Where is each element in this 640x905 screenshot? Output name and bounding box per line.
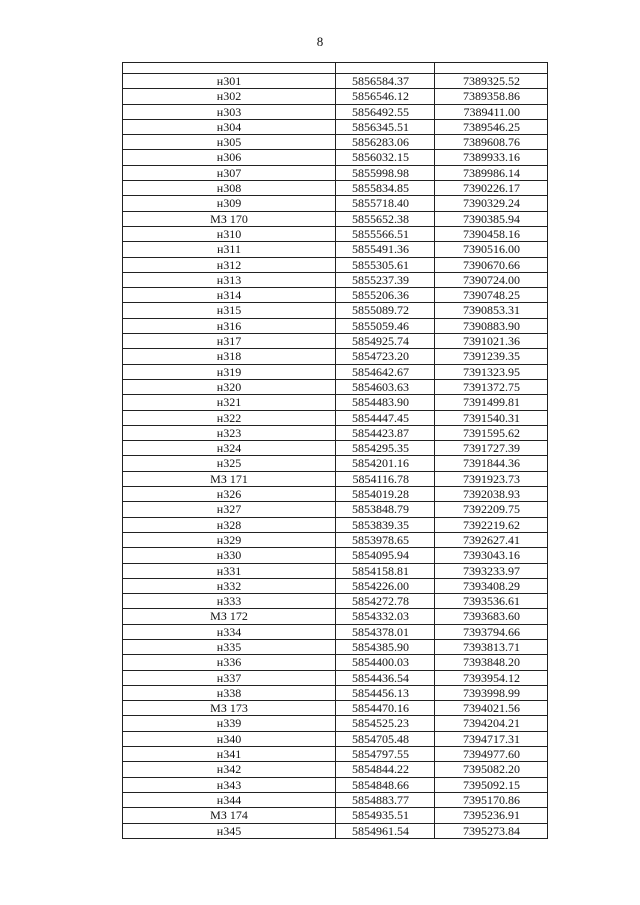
y-coordinate-cell: 7391595.62: [435, 425, 548, 440]
y-coordinate-cell: 7390748.25: [435, 288, 548, 303]
table-row: [123, 731, 548, 746]
y-coordinate-cell: 7390853.31: [435, 303, 548, 318]
table-row: [123, 563, 548, 578]
coordinates-table-body: [123, 63, 548, 839]
table-row: [123, 502, 548, 517]
y-coordinate-cell: 7390724.00: [435, 272, 548, 287]
table-row: [123, 578, 548, 593]
x-coordinate-cell: 5854436.54: [336, 670, 435, 685]
table-row: [123, 517, 548, 532]
table-row: [123, 74, 548, 89]
point-name-cell: н340: [123, 731, 336, 746]
x-coordinate-cell: 5854483.90: [336, 395, 435, 410]
x-coordinate-cell: 5854378.01: [336, 624, 435, 639]
y-coordinate-cell: 7389608.76: [435, 135, 548, 150]
point-name-cell: н332: [123, 578, 336, 593]
table-row: [123, 532, 548, 547]
x-coordinate-cell: 5855305.61: [336, 257, 435, 272]
x-coordinate-cell: 5854525.23: [336, 716, 435, 731]
x-coordinate-cell: 5853848.79: [336, 502, 435, 517]
x-coordinate-cell: 5855652.38: [336, 211, 435, 226]
y-coordinate-cell: 7393233.97: [435, 563, 548, 578]
y-coordinate-cell: 7394717.31: [435, 731, 548, 746]
point-name-cell: н329: [123, 532, 336, 547]
y-coordinate-cell: 7392038.93: [435, 487, 548, 502]
y-coordinate-cell: 7389325.52: [435, 74, 548, 89]
y-coordinate-cell: 7393683.60: [435, 609, 548, 624]
table-row: [123, 487, 548, 502]
y-coordinate-cell: 7394204.21: [435, 716, 548, 731]
point-name-cell: н328: [123, 517, 336, 532]
table-row: [123, 594, 548, 609]
table-row: [123, 747, 548, 762]
x-coordinate-cell: 5854844.22: [336, 762, 435, 777]
x-coordinate-cell: 5854848.66: [336, 777, 435, 792]
x-coordinate-cell: 5854456.13: [336, 685, 435, 700]
x-coordinate-cell: 5854201.16: [336, 456, 435, 471]
y-coordinate-cell: 7390458.16: [435, 226, 548, 241]
point-name-cell: МЗ 173: [123, 701, 336, 716]
table-header-empty-row: [123, 63, 548, 74]
x-coordinate-cell: 5853839.35: [336, 517, 435, 532]
x-coordinate-cell: 5854423.87: [336, 425, 435, 440]
point-name-cell: н324: [123, 441, 336, 456]
table-row: [123, 655, 548, 670]
point-name-cell: МЗ 174: [123, 808, 336, 823]
point-name-cell: н307: [123, 165, 336, 180]
y-coordinate-cell: 7390329.24: [435, 196, 548, 211]
point-name-cell: н313: [123, 272, 336, 287]
table-row: [123, 104, 548, 119]
y-coordinate-cell: 7391323.95: [435, 364, 548, 379]
y-coordinate-cell: 7391239.35: [435, 349, 548, 364]
table-row: [123, 548, 548, 563]
table-row: [123, 150, 548, 165]
empty-cell: [435, 63, 548, 74]
y-coordinate-cell: 7393536.61: [435, 594, 548, 609]
y-coordinate-cell: 7389358.86: [435, 89, 548, 104]
table-row: [123, 165, 548, 180]
point-name-cell: МЗ 172: [123, 609, 336, 624]
y-coordinate-cell: 7389546.25: [435, 119, 548, 134]
table-row: [123, 334, 548, 349]
y-coordinate-cell: 7389986.14: [435, 165, 548, 180]
point-name-cell: МЗ 171: [123, 471, 336, 486]
y-coordinate-cell: 7390883.90: [435, 318, 548, 333]
y-coordinate-cell: 7392627.41: [435, 532, 548, 547]
x-coordinate-cell: 5854158.81: [336, 563, 435, 578]
point-name-cell: н337: [123, 670, 336, 685]
point-name-cell: н308: [123, 181, 336, 196]
y-coordinate-cell: 7390226.17: [435, 181, 548, 196]
point-name-cell: н321: [123, 395, 336, 410]
table-row: [123, 639, 548, 654]
table-row: [123, 364, 548, 379]
point-name-cell: н330: [123, 548, 336, 563]
point-name-cell: н327: [123, 502, 336, 517]
x-coordinate-cell: 5855237.39: [336, 272, 435, 287]
table-row: [123, 181, 548, 196]
point-name-cell: н311: [123, 242, 336, 257]
table-row: [123, 242, 548, 257]
y-coordinate-cell: 7391727.39: [435, 441, 548, 456]
x-coordinate-cell: 5855059.46: [336, 318, 435, 333]
y-coordinate-cell: 7393794.66: [435, 624, 548, 639]
point-name-cell: н302: [123, 89, 336, 104]
point-name-cell: н320: [123, 379, 336, 394]
table-row: [123, 395, 548, 410]
point-name-cell: н319: [123, 364, 336, 379]
x-coordinate-cell: 5854723.20: [336, 349, 435, 364]
x-coordinate-cell: 5856492.55: [336, 104, 435, 119]
y-coordinate-cell: 7390516.00: [435, 242, 548, 257]
table-row: [123, 701, 548, 716]
table-row: [123, 288, 548, 303]
empty-cell: [123, 63, 336, 74]
point-name-cell: н334: [123, 624, 336, 639]
point-name-cell: МЗ 170: [123, 211, 336, 226]
point-name-cell: н317: [123, 334, 336, 349]
point-name-cell: н316: [123, 318, 336, 333]
table-row: [123, 823, 548, 838]
y-coordinate-cell: 7390385.94: [435, 211, 548, 226]
y-coordinate-cell: 7394021.56: [435, 701, 548, 716]
x-coordinate-cell: 5855834.85: [336, 181, 435, 196]
y-coordinate-cell: 7390670.66: [435, 257, 548, 272]
y-coordinate-cell: 7395273.84: [435, 823, 548, 838]
table-row: [123, 808, 548, 823]
y-coordinate-cell: 7392219.62: [435, 517, 548, 532]
point-name-cell: н336: [123, 655, 336, 670]
table-row: [123, 425, 548, 440]
x-coordinate-cell: 5855718.40: [336, 196, 435, 211]
x-coordinate-cell: 5855998.98: [336, 165, 435, 180]
table-row: [123, 89, 548, 104]
x-coordinate-cell: 5854332.03: [336, 609, 435, 624]
table-row: [123, 119, 548, 134]
y-coordinate-cell: 7393954.12: [435, 670, 548, 685]
table-row: [123, 196, 548, 211]
y-coordinate-cell: 7391540.31: [435, 410, 548, 425]
y-coordinate-cell: 7393813.71: [435, 639, 548, 654]
table-row: [123, 211, 548, 226]
y-coordinate-cell: 7391844.36: [435, 456, 548, 471]
point-name-cell: н314: [123, 288, 336, 303]
table-row: [123, 318, 548, 333]
point-name-cell: н325: [123, 456, 336, 471]
y-coordinate-cell: 7391021.36: [435, 334, 548, 349]
table-row: [123, 303, 548, 318]
table-row: [123, 257, 548, 272]
table-row: [123, 670, 548, 685]
table-row: [123, 272, 548, 287]
point-name-cell: н312: [123, 257, 336, 272]
x-coordinate-cell: 5854226.00: [336, 578, 435, 593]
table-row: [123, 471, 548, 486]
x-coordinate-cell: 5854603.63: [336, 379, 435, 394]
x-coordinate-cell: 5854961.54: [336, 823, 435, 838]
point-name-cell: н310: [123, 226, 336, 241]
table-row: [123, 226, 548, 241]
y-coordinate-cell: 7393848.20: [435, 655, 548, 670]
table-row: [123, 762, 548, 777]
x-coordinate-cell: 5854705.48: [336, 731, 435, 746]
y-coordinate-cell: 7391372.75: [435, 379, 548, 394]
y-coordinate-cell: 7393998.99: [435, 685, 548, 700]
table-row: [123, 777, 548, 792]
point-name-cell: н345: [123, 823, 336, 838]
x-coordinate-cell: 5854272.78: [336, 594, 435, 609]
point-name-cell: н335: [123, 639, 336, 654]
x-coordinate-cell: 5853978.65: [336, 532, 435, 547]
point-name-cell: н326: [123, 487, 336, 502]
y-coordinate-cell: 7389411.00: [435, 104, 548, 119]
y-coordinate-cell: 7391923.73: [435, 471, 548, 486]
page-number: 8: [316, 34, 324, 49]
table-row: [123, 379, 548, 394]
point-name-cell: н342: [123, 762, 336, 777]
x-coordinate-cell: 5854642.67: [336, 364, 435, 379]
coordinates-table: [122, 62, 548, 839]
y-coordinate-cell: 7394977.60: [435, 747, 548, 762]
x-coordinate-cell: 5854470.16: [336, 701, 435, 716]
x-coordinate-cell: 5855206.36: [336, 288, 435, 303]
x-coordinate-cell: 5854385.90: [336, 639, 435, 654]
table-row: [123, 624, 548, 639]
point-name-cell: н303: [123, 104, 336, 119]
point-name-cell: н315: [123, 303, 336, 318]
point-name-cell: н341: [123, 747, 336, 762]
y-coordinate-cell: 7393043.16: [435, 548, 548, 563]
table-row: [123, 716, 548, 731]
x-coordinate-cell: 5856283.06: [336, 135, 435, 150]
table-row: [123, 135, 548, 150]
x-coordinate-cell: 5855566.51: [336, 226, 435, 241]
x-coordinate-cell: 5854400.03: [336, 655, 435, 670]
x-coordinate-cell: 5856345.51: [336, 119, 435, 134]
table-row: [123, 441, 548, 456]
point-name-cell: н343: [123, 777, 336, 792]
y-coordinate-cell: 7395082.20: [435, 762, 548, 777]
point-name-cell: н306: [123, 150, 336, 165]
table-row: [123, 792, 548, 807]
x-coordinate-cell: 5855089.72: [336, 303, 435, 318]
y-coordinate-cell: 7392209.75: [435, 502, 548, 517]
y-coordinate-cell: 7389933.16: [435, 150, 548, 165]
point-name-cell: н339: [123, 716, 336, 731]
point-name-cell: н309: [123, 196, 336, 211]
table-row: [123, 609, 548, 624]
table-row: [123, 456, 548, 471]
y-coordinate-cell: 7395170.86: [435, 792, 548, 807]
y-coordinate-cell: 7393408.29: [435, 578, 548, 593]
x-coordinate-cell: 5854019.28: [336, 487, 435, 502]
y-coordinate-cell: 7395092.15: [435, 777, 548, 792]
y-coordinate-cell: 7391499.81: [435, 395, 548, 410]
table-row: [123, 410, 548, 425]
y-coordinate-cell: 7395236.91: [435, 808, 548, 823]
point-name-cell: н304: [123, 119, 336, 134]
x-coordinate-cell: 5854925.74: [336, 334, 435, 349]
point-name-cell: н323: [123, 425, 336, 440]
x-coordinate-cell: 5854797.55: [336, 747, 435, 762]
point-name-cell: н333: [123, 594, 336, 609]
point-name-cell: н331: [123, 563, 336, 578]
x-coordinate-cell: 5854447.45: [336, 410, 435, 425]
point-name-cell: н318: [123, 349, 336, 364]
x-coordinate-cell: 5854116.78: [336, 471, 435, 486]
table-row: [123, 685, 548, 700]
x-coordinate-cell: 5854295.35: [336, 441, 435, 456]
point-name-cell: н322: [123, 410, 336, 425]
point-name-cell: н305: [123, 135, 336, 150]
x-coordinate-cell: 5856584.37: [336, 74, 435, 89]
x-coordinate-cell: 5854883.77: [336, 792, 435, 807]
x-coordinate-cell: 5855491.36: [336, 242, 435, 257]
x-coordinate-cell: 5854095.94: [336, 548, 435, 563]
point-name-cell: н338: [123, 685, 336, 700]
x-coordinate-cell: 5856546.12: [336, 89, 435, 104]
table-row: [123, 349, 548, 364]
point-name-cell: н301: [123, 74, 336, 89]
empty-cell: [336, 63, 435, 74]
point-name-cell: н344: [123, 792, 336, 807]
x-coordinate-cell: 5854935.51: [336, 808, 435, 823]
x-coordinate-cell: 5856032.15: [336, 150, 435, 165]
